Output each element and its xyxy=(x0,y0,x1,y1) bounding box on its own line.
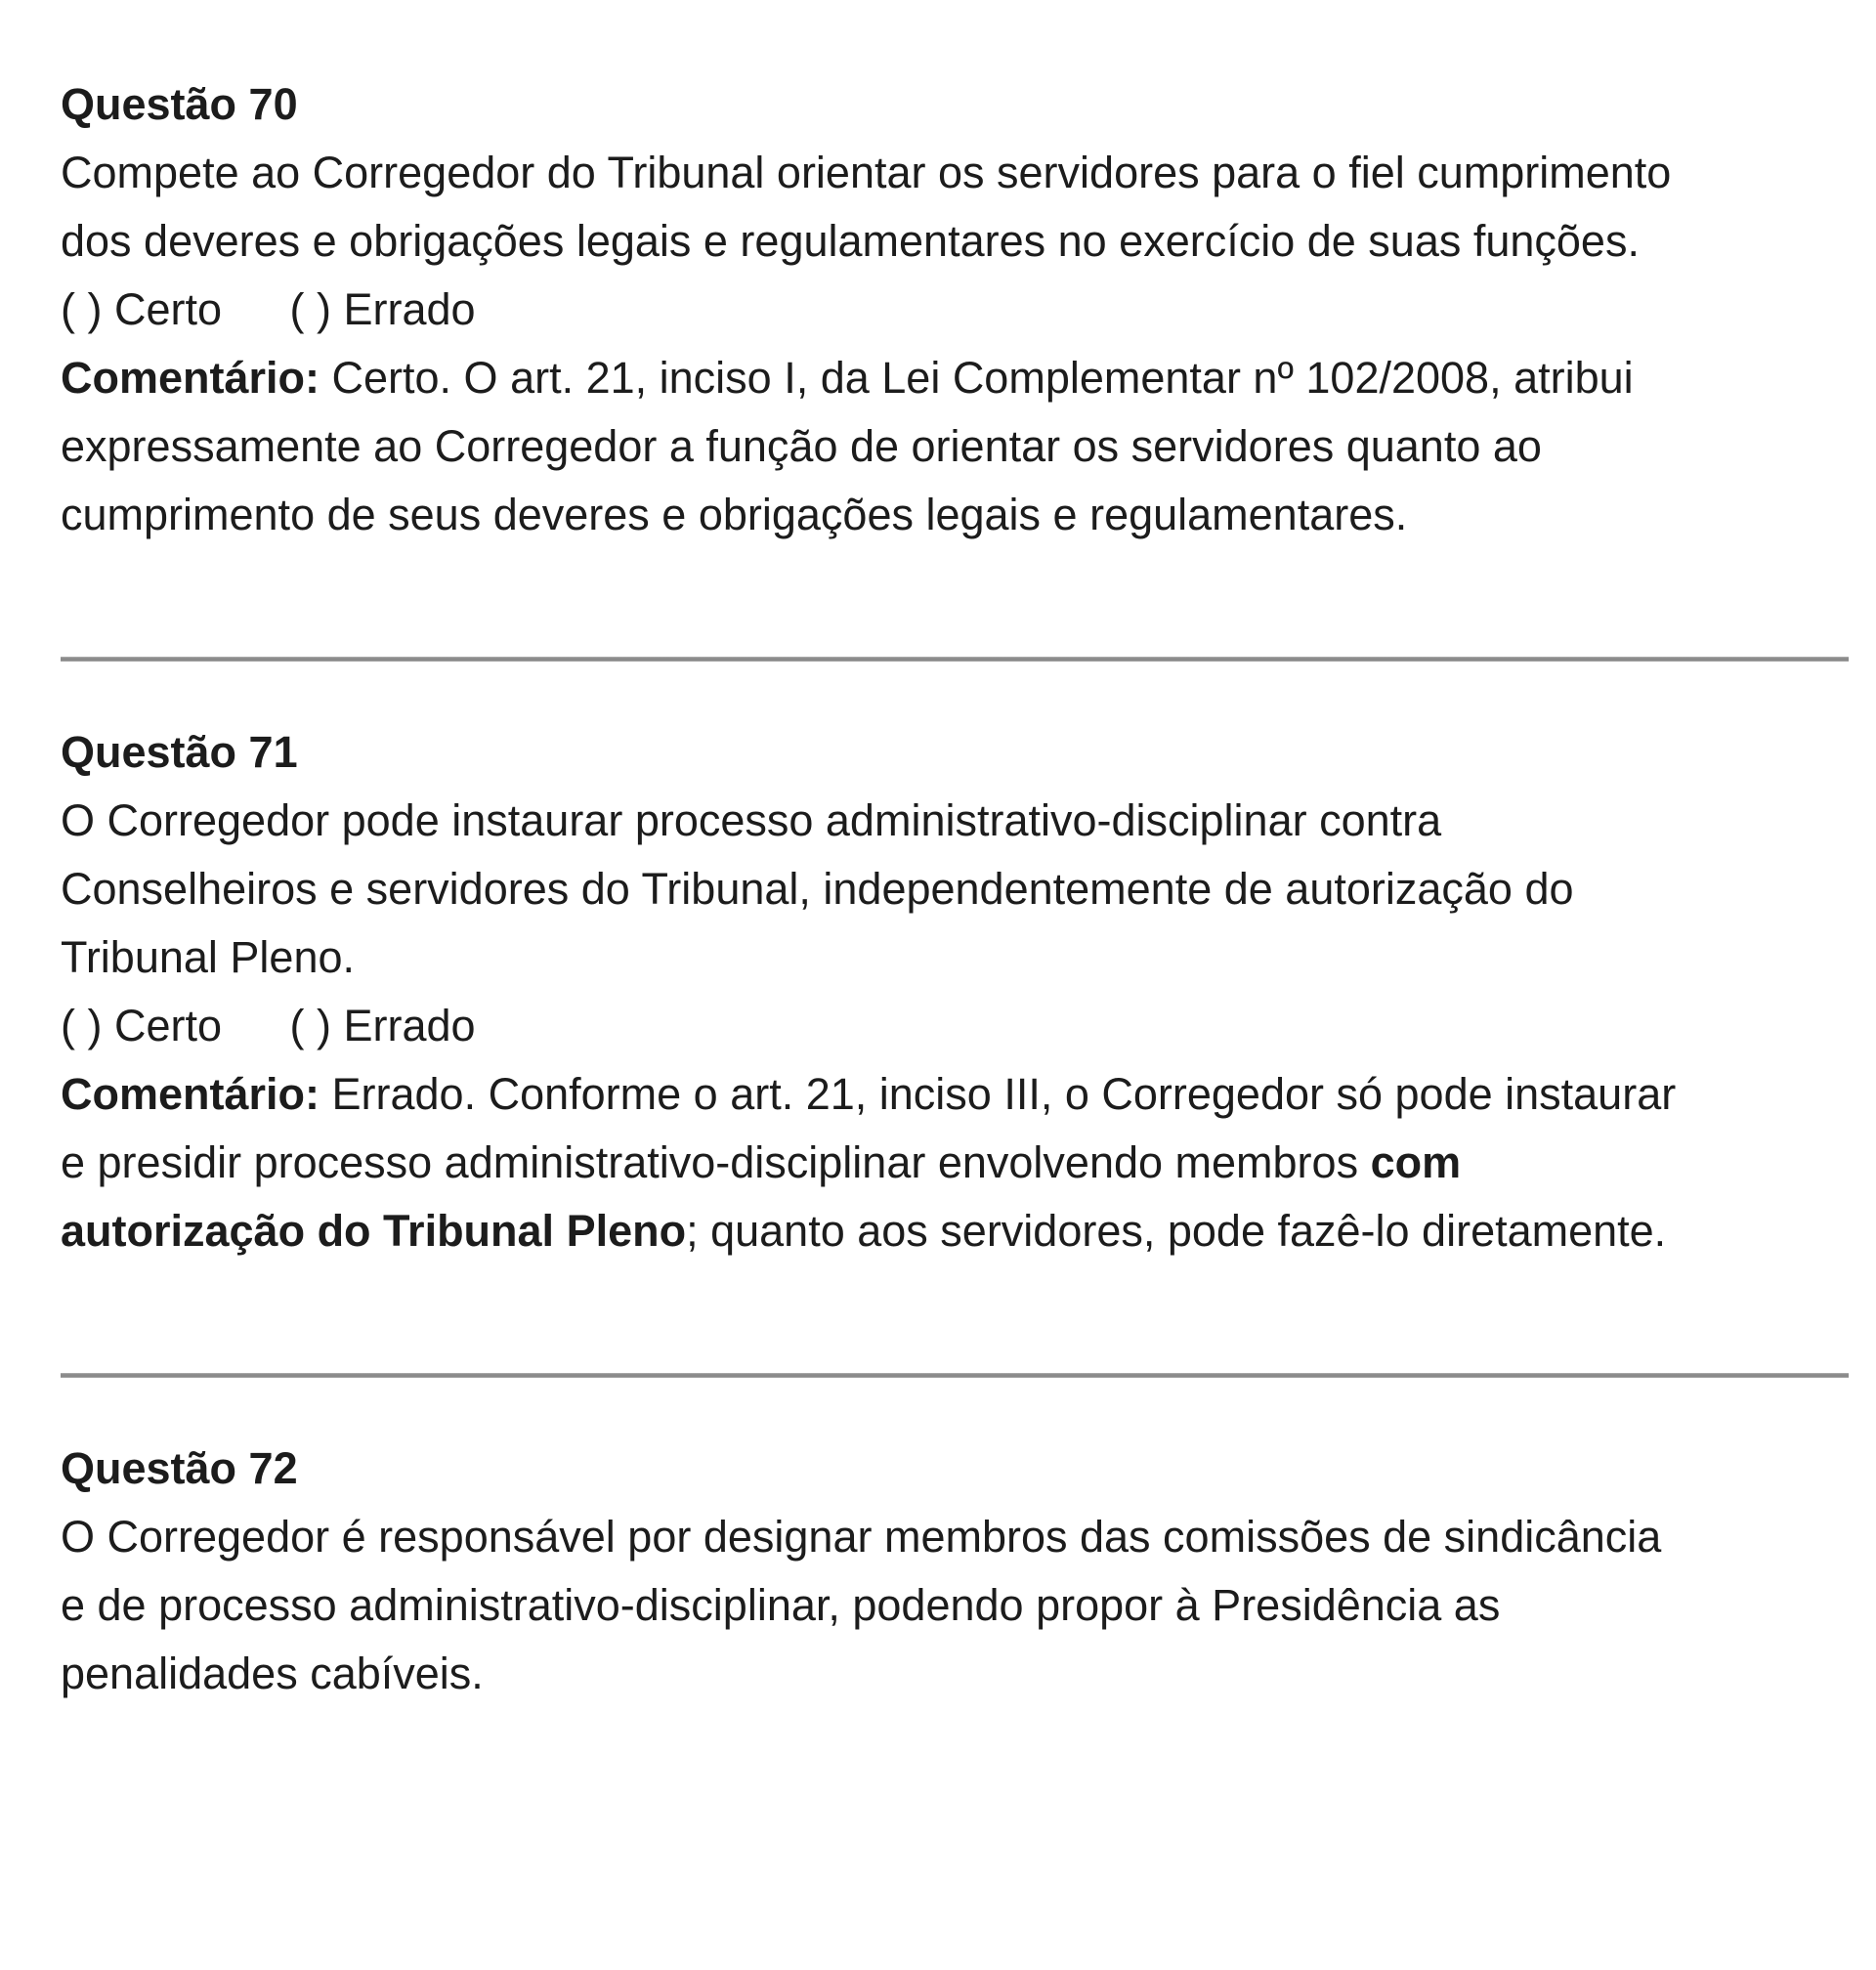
comment-text: ; quanto aos servidores, pode fazê-lo diretamente. xyxy=(686,1206,1667,1256)
comment-line xyxy=(61,1129,1849,1197)
comment-text: Errado. Conforme o art. 21, inciso III, o Corregedor só pode instaurar xyxy=(320,1069,1677,1119)
comment-line xyxy=(61,344,1849,412)
question-statement-line: dos deveres e obrigações legais e regulamentares no exercício de suas funções. xyxy=(61,216,1640,266)
option-certo[interactable]: ( ) Certo xyxy=(61,284,223,334)
section-divider xyxy=(61,657,1849,662)
option-errado[interactable]: ( ) Errado xyxy=(289,1001,476,1050)
option-errado[interactable]: ( ) Errado xyxy=(289,284,476,334)
comment-emphasis: autorização do Tribunal Pleno xyxy=(61,1206,687,1256)
question-statement-line: O Corregedor é responsável por designar membros das comissões de sindicância xyxy=(61,1512,1662,1562)
question-title: Questão 72 xyxy=(61,1443,298,1493)
comment-text: Certo. O art. 21, inciso I, da Lei Complementar nº 102/2008, atribui xyxy=(320,353,1634,403)
comment-label: Comentário: xyxy=(61,353,320,403)
option-certo[interactable]: ( ) Certo xyxy=(61,1001,223,1050)
question-block-71 xyxy=(61,718,1849,1265)
question-block-72 xyxy=(61,1435,1849,1708)
question-statement-line: Tribunal Pleno. xyxy=(61,932,356,982)
question-statement-line: O Corregedor pode instaurar processo administrativo-disciplinar contra xyxy=(61,795,1442,845)
section-divider xyxy=(61,1373,1849,1378)
question-block-70 xyxy=(61,70,1849,549)
question-statement-line: Compete ao Corregedor do Tribunal orientar os servidores para o fiel cumprimento xyxy=(61,148,1672,197)
question-title: Questão 71 xyxy=(61,727,298,777)
comment-emphasis: com xyxy=(1370,1137,1462,1187)
comment-line xyxy=(61,1060,1849,1129)
question-statement-line: Conselheiros e servidores do Tribunal, independentemente de autorização do xyxy=(61,864,1574,914)
question-title: Questão 70 xyxy=(61,79,298,129)
question-statement-line: penalidades cabíveis. xyxy=(61,1649,484,1698)
question-statement-line: e de processo administrativo-disciplinar, podendo propor à Presidência as xyxy=(61,1580,1501,1630)
answer-options-row xyxy=(61,992,1849,1060)
comment-text: e presidir processo administrativo-disciplinar envolvendo membros xyxy=(61,1137,1371,1187)
comment-label: Comentário: xyxy=(61,1069,320,1119)
comment-line xyxy=(61,1197,1849,1265)
comment-line: expressamente ao Corregedor a função de orientar os servidores quanto ao xyxy=(61,421,1542,471)
comment-line: cumprimento de seus deveres e obrigações legais e regulamentares. xyxy=(61,490,1408,539)
answer-options-row xyxy=(61,276,1849,344)
